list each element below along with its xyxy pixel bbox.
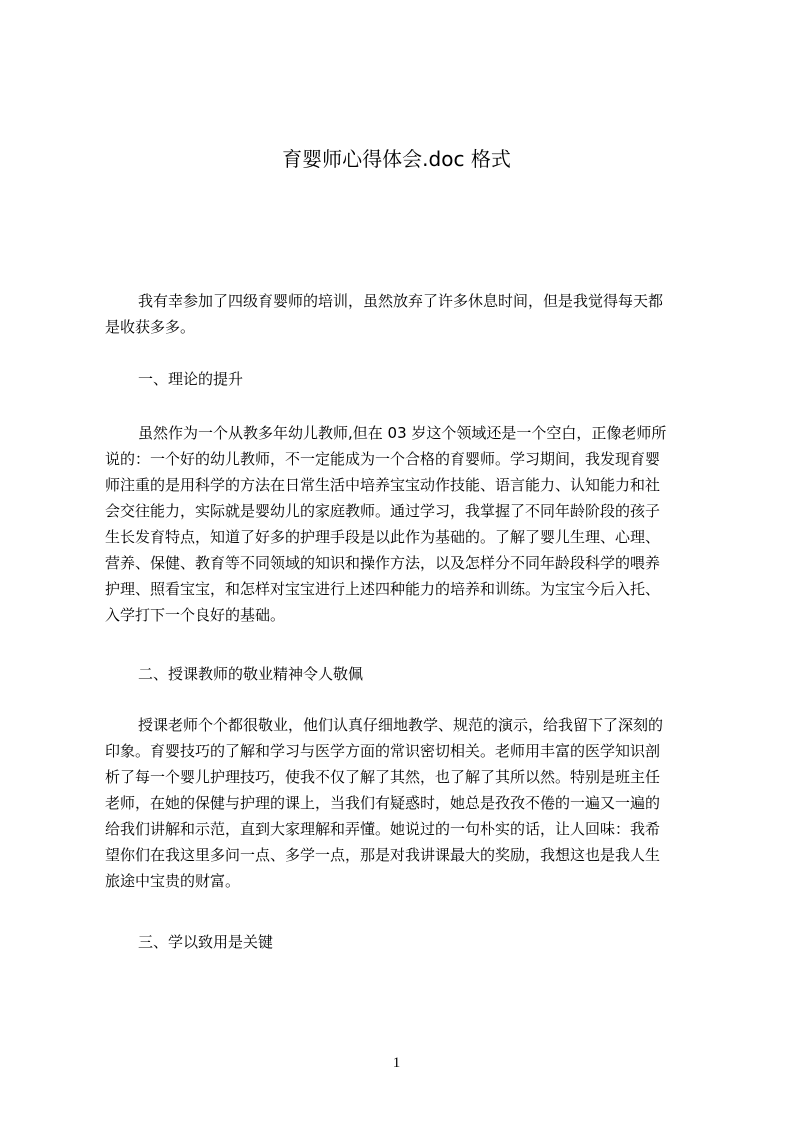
text-line: 会交往能力，实际就是婴幼儿的家庭教师。通过学习，我掌握了不同年龄阶段的孩子: [105, 502, 661, 520]
section1-paragraph: [105, 420, 703, 628]
section-heading: 二、授课教师的敬业精神令人敬佩: [138, 665, 364, 683]
text-line: 给我们讲解和示范，直到大家理解和弄懂。她说过的一句朴实的话，让人回味：我希: [105, 820, 661, 838]
section-heading: 三、学以致用是关键: [138, 933, 274, 951]
section2-heading-block: [105, 661, 703, 687]
text-line: 是收获多多。: [105, 318, 196, 336]
page-number: 1: [392, 1055, 401, 1071]
text-line: 旅途中宝贵的财富。: [105, 872, 241, 890]
text-line: 虽然作为一个从教多年幼儿教师,但在 03 岁这个领域还是一个空白，正像老师所: [138, 424, 667, 442]
text-line: 析了每一个婴儿护理技巧，使我不仅了解了其然，也了解了其所以然。特别是班主任: [105, 768, 661, 786]
text-line: 授课老师个个都很敬业，他们认真仔细地教学、规范的演示，给我留下了深刻的: [138, 716, 664, 734]
section2-paragraph: [105, 712, 703, 894]
document-title: 育婴师心得体会.doc 格式: [282, 147, 511, 171]
text-line: 生长发育特点，知道了好多的护理手段是以此作为基础的。了解了婴儿生理、心理、: [105, 528, 661, 546]
section1-heading-block: [105, 366, 703, 392]
text-line: 老师，在她的保健与护理的课上，当我们有疑惑时，她总是孜孜不倦的一遍又一遍的: [105, 794, 661, 812]
text-line: 说的：一个好的幼儿教师，不一定能成为一个合格的育婴师。学习期间，我发现育婴: [105, 450, 661, 468]
text-line: 师注重的是用科学的方法在日常生活中培养宝宝动作技能、语言能力、认知能力和社: [105, 476, 661, 494]
text-line: 望你们在我这里多问一点、多学一点，那是对我讲课最大的奖励，我想这也是我人生: [105, 846, 661, 864]
text-line: 印象。育婴技巧的了解和学习与医学方面的常识密切相关。老师用丰富的医学知识剖: [105, 742, 661, 760]
section-heading: 一、理论的提升: [138, 370, 244, 388]
text-line: 入学打下一个良好的基础。: [105, 606, 286, 624]
intro-paragraph: [105, 288, 703, 340]
text-line: 护理、照看宝宝，和怎样对宝宝进行上述四种能力的培养和训练。为宝宝今后入托、: [105, 580, 661, 598]
text-line: 我有幸参加了四级育婴师的培训，虽然放弃了许多休息时间，但是我觉得每天都: [138, 292, 664, 310]
text-line: 营养、保健、教育等不同领域的知识和操作方法，以及怎样分不同年龄段科学的喂养: [105, 554, 661, 572]
section3-heading-block: [105, 929, 703, 955]
